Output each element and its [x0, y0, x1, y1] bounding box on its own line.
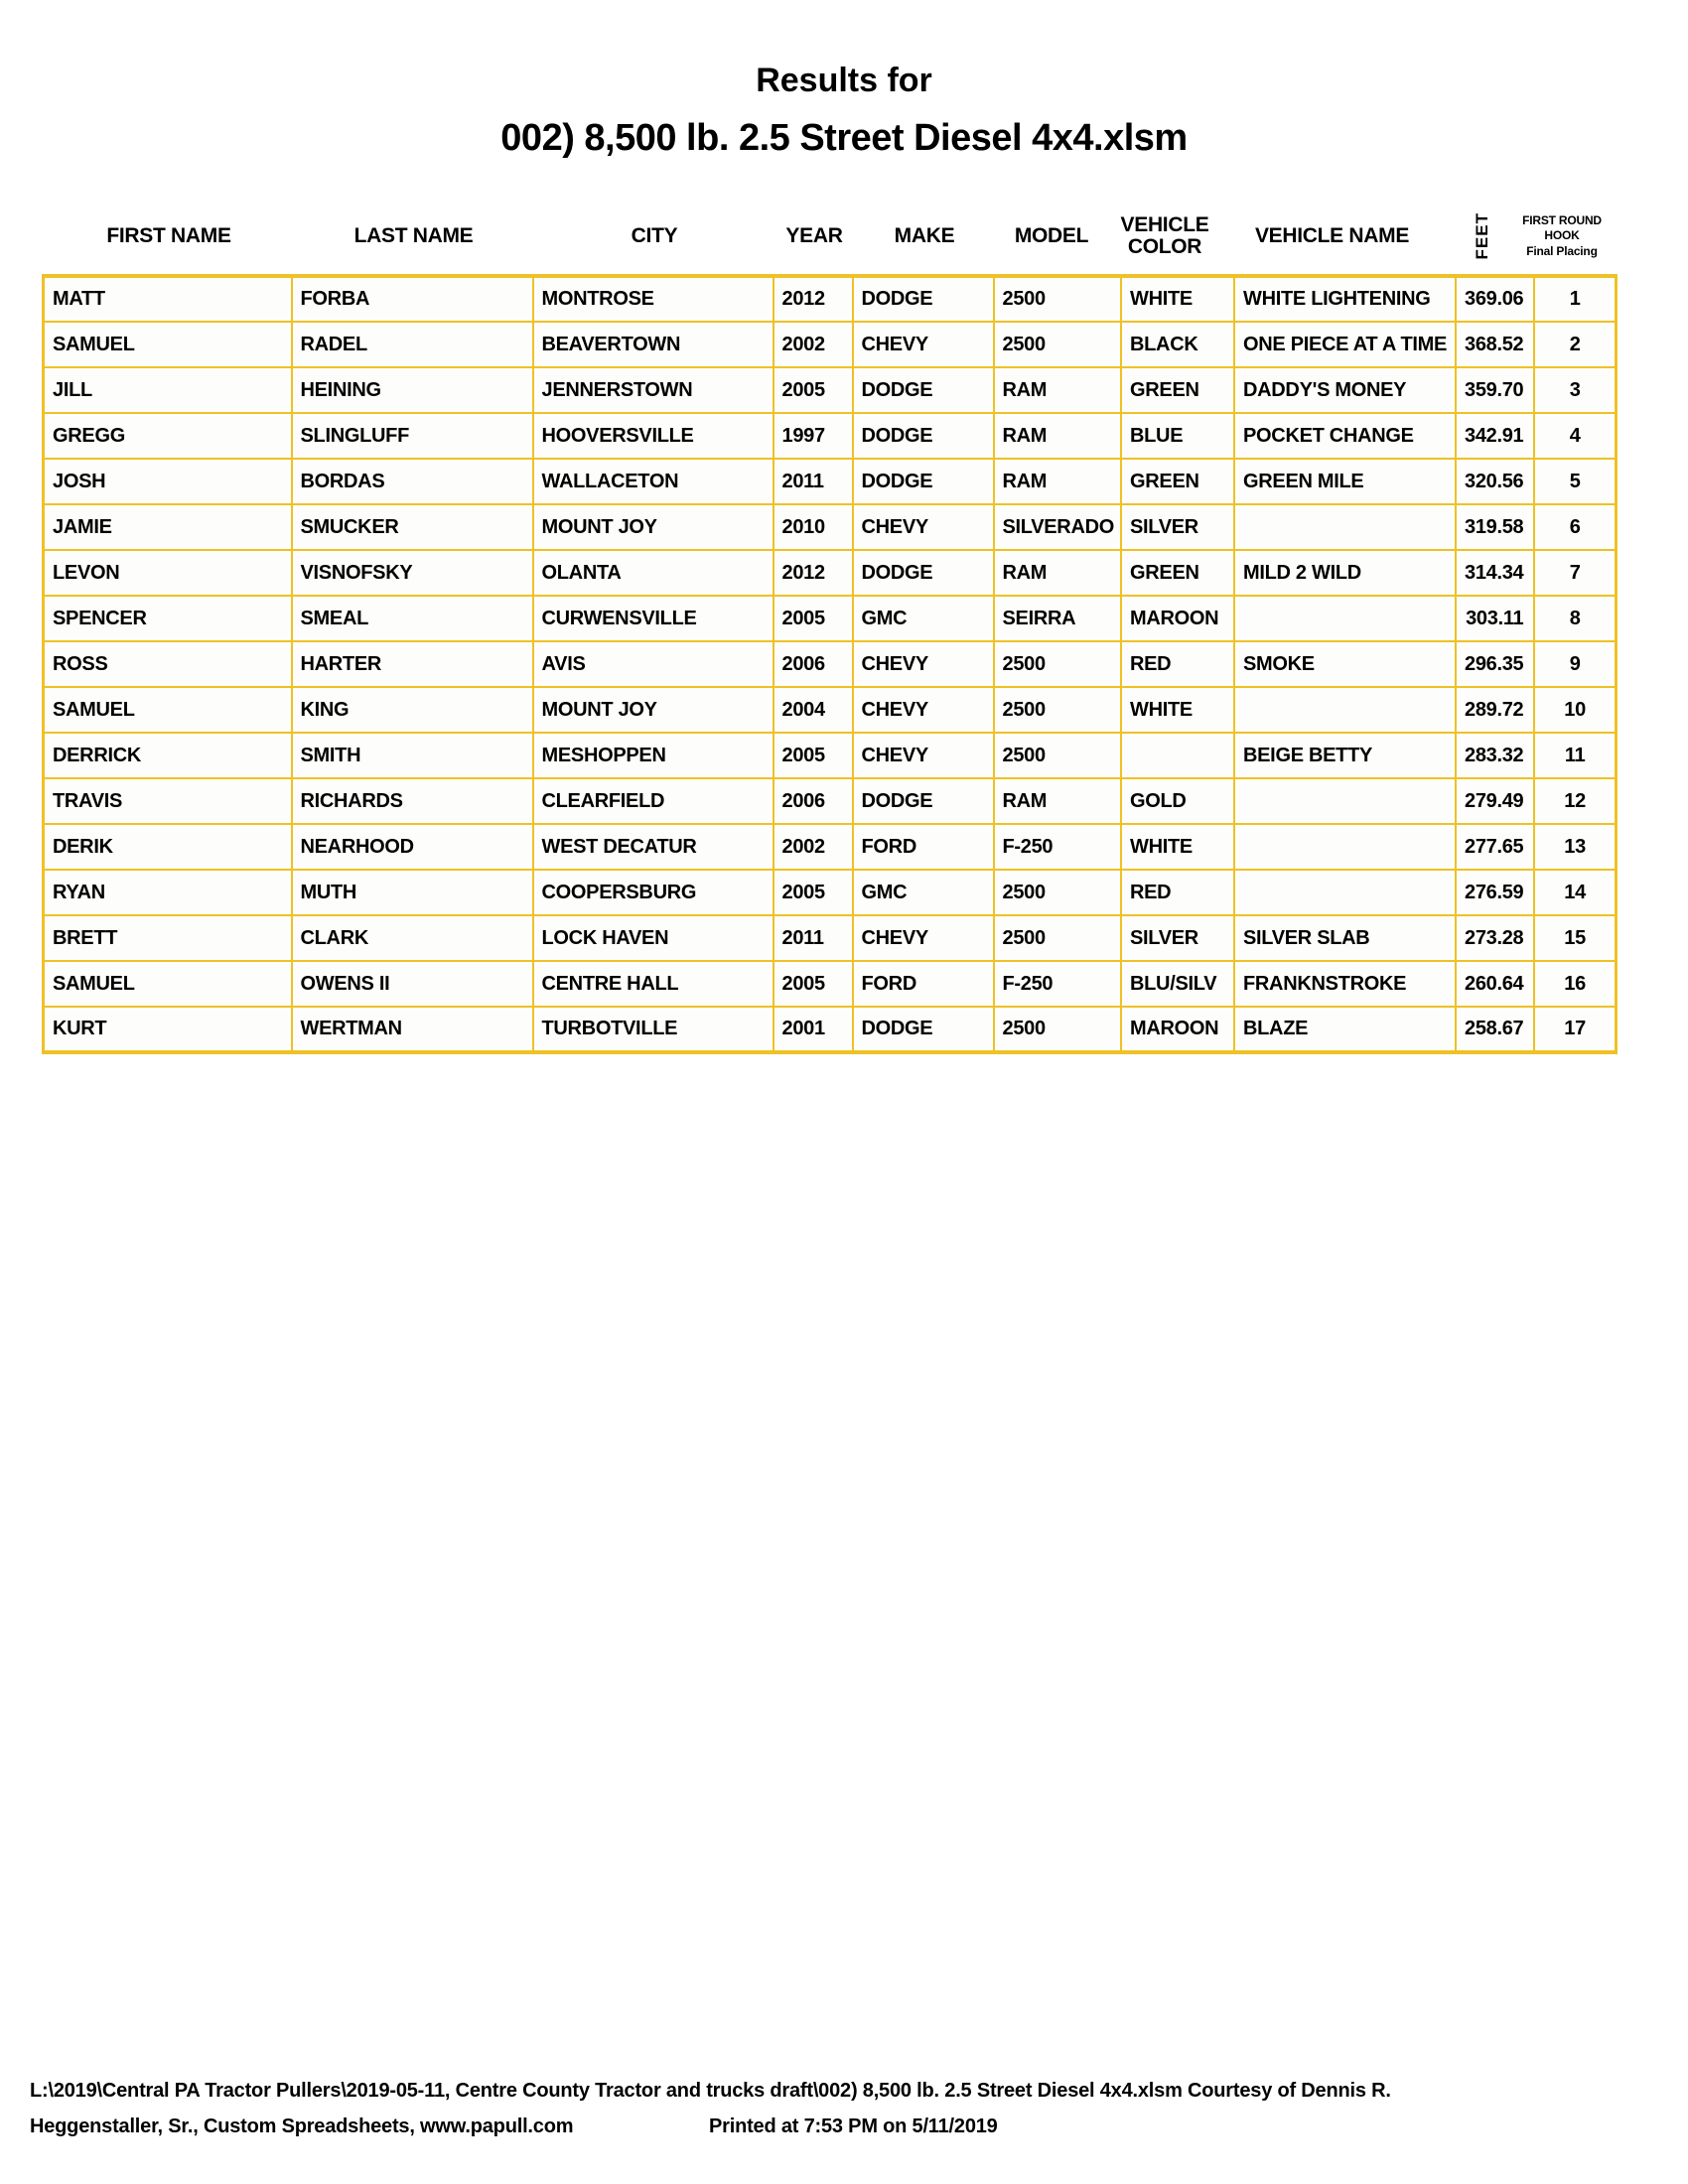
- table-header-row: [45, 199, 1603, 274]
- cell-year: 2012: [774, 276, 853, 322]
- cell-year: 2006: [774, 641, 853, 687]
- cell-vehicle-color: WHITE: [1121, 276, 1234, 322]
- table-row: [44, 413, 1617, 459]
- column-header-first-round-hook: [1521, 213, 1603, 260]
- cell-last-name: SMITH: [292, 733, 533, 778]
- cell-vehicle-name: [1234, 870, 1456, 915]
- cell-city: BEAVERTOWN: [533, 322, 774, 367]
- cell-vehicle-color: GREEN: [1121, 367, 1234, 413]
- cell-feet: 368.52: [1456, 322, 1534, 367]
- cell-vehicle-name: SILVER SLAB: [1234, 915, 1456, 961]
- table-row: [44, 276, 1617, 322]
- table-row: [44, 367, 1617, 413]
- cell-last-name: KING: [292, 687, 533, 733]
- hook-header-line3: Final Placing: [1526, 243, 1598, 258]
- table-row: [44, 596, 1617, 641]
- cell-vehicle-color: MAROON: [1121, 596, 1234, 641]
- cell-vehicle-name: WHITE LIGHTENING: [1234, 276, 1456, 322]
- cell-make: DODGE: [853, 413, 994, 459]
- cell-final-placing: 11: [1534, 733, 1616, 778]
- cell-make: DODGE: [853, 778, 994, 824]
- cell-last-name: RICHARDS: [292, 778, 533, 824]
- cell-vehicle-color: GREEN: [1121, 459, 1234, 504]
- cell-make: CHEVY: [853, 915, 994, 961]
- cell-model: 2500: [994, 687, 1122, 733]
- cell-city: CLEARFIELD: [533, 778, 774, 824]
- cell-city: WEST DECATUR: [533, 824, 774, 870]
- cell-vehicle-name: POCKET CHANGE: [1234, 413, 1456, 459]
- cell-feet: 342.91: [1456, 413, 1534, 459]
- cell-year: 1997: [774, 413, 853, 459]
- cell-year: 2012: [774, 550, 853, 596]
- cell-make: DODGE: [853, 367, 994, 413]
- cell-vehicle-color: WHITE: [1121, 687, 1234, 733]
- cell-last-name: RADEL: [292, 322, 533, 367]
- cell-first-name: BRETT: [44, 915, 292, 961]
- cell-make: DODGE: [853, 459, 994, 504]
- cell-feet: 369.06: [1456, 276, 1534, 322]
- table-row: [44, 322, 1617, 367]
- cell-make: CHEVY: [853, 687, 994, 733]
- cell-last-name: BORDAS: [292, 459, 533, 504]
- footer-credit: Heggenstaller, Sr., Custom Spreadsheets, www.papull.com: [30, 2116, 574, 2137]
- cell-first-name: TRAVIS: [44, 778, 292, 824]
- cell-final-placing: 2: [1534, 322, 1616, 367]
- cell-last-name: CLARK: [292, 915, 533, 961]
- cell-feet: 296.35: [1456, 641, 1534, 687]
- cell-feet: 289.72: [1456, 687, 1534, 733]
- cell-vehicle-name: SMOKE: [1234, 641, 1456, 687]
- cell-final-placing: 4: [1534, 413, 1616, 459]
- cell-make: GMC: [853, 596, 994, 641]
- results-table: [42, 274, 1618, 1054]
- table-row: [44, 459, 1617, 504]
- cell-final-placing: 7: [1534, 550, 1616, 596]
- cell-make: FORD: [853, 824, 994, 870]
- cell-vehicle-name: GREEN MILE: [1234, 459, 1456, 504]
- cell-city: OLANTA: [533, 550, 774, 596]
- cell-city: TURBOTVILLE: [533, 1007, 774, 1052]
- cell-city: MONTROSE: [533, 276, 774, 322]
- cell-city: HOOVERSVILLE: [533, 413, 774, 459]
- cell-city: JENNERSTOWN: [533, 367, 774, 413]
- table-row: [44, 778, 1617, 824]
- cell-year: 2006: [774, 778, 853, 824]
- cell-last-name: HARTER: [292, 641, 533, 687]
- cell-city: WALLACETON: [533, 459, 774, 504]
- table-row: [44, 733, 1617, 778]
- cell-model: 2500: [994, 641, 1122, 687]
- cell-final-placing: 17: [1534, 1007, 1616, 1052]
- cell-make: DODGE: [853, 276, 994, 322]
- cell-final-placing: 3: [1534, 367, 1616, 413]
- cell-model: RAM: [994, 367, 1122, 413]
- cell-feet: 283.32: [1456, 733, 1534, 778]
- cell-vehicle-name: BLAZE: [1234, 1007, 1456, 1052]
- cell-first-name: KURT: [44, 1007, 292, 1052]
- cell-model: 2500: [994, 870, 1122, 915]
- cell-feet: 359.70: [1456, 367, 1534, 413]
- column-header-first-name: FIRST NAME: [106, 223, 231, 247]
- cell-city: AVIS: [533, 641, 774, 687]
- cell-feet: 320.56: [1456, 459, 1534, 504]
- column-header-feet: [1443, 212, 1521, 259]
- cell-model: 2500: [994, 322, 1122, 367]
- cell-model: 2500: [994, 1007, 1122, 1052]
- cell-vehicle-name: DADDY'S MONEY: [1234, 367, 1456, 413]
- cell-vehicle-color: BLACK: [1121, 322, 1234, 367]
- cell-vehicle-name: [1234, 504, 1456, 550]
- cell-vehicle-name: BEIGE BETTY: [1234, 733, 1456, 778]
- cell-model: 2500: [994, 276, 1122, 322]
- cell-feet: 258.67: [1456, 1007, 1534, 1052]
- cell-model: RAM: [994, 778, 1122, 824]
- cell-city: LOCK HAVEN: [533, 915, 774, 961]
- cell-vehicle-name: [1234, 687, 1456, 733]
- table-row: [44, 915, 1617, 961]
- table-row: [44, 870, 1617, 915]
- cell-final-placing: 8: [1534, 596, 1616, 641]
- hook-header-line1: FIRST ROUND: [1522, 212, 1602, 227]
- cell-model: F-250: [994, 824, 1122, 870]
- cell-vehicle-color: BLUE: [1121, 413, 1234, 459]
- cell-model: SEIRRA: [994, 596, 1122, 641]
- cell-first-name: SAMUEL: [44, 961, 292, 1007]
- cell-last-name: OWENS II: [292, 961, 533, 1007]
- cell-city: CURWENSVILLE: [533, 596, 774, 641]
- cell-city: CENTRE HALL: [533, 961, 774, 1007]
- cell-vehicle-color: [1121, 733, 1234, 778]
- cell-feet: 260.64: [1456, 961, 1534, 1007]
- cell-final-placing: 12: [1534, 778, 1616, 824]
- cell-vehicle-color: SILVER: [1121, 915, 1234, 961]
- cell-feet: 277.65: [1456, 824, 1534, 870]
- cell-last-name: VISNOFSKY: [292, 550, 533, 596]
- cell-model: F-250: [994, 961, 1122, 1007]
- cell-make: CHEVY: [853, 733, 994, 778]
- footer-file-path: L:\2019\Central PA Tractor Pullers\2019-05-11, Centre County Tractor and trucks draft\002) 8,500 lb. 2.5 Street Diesel 4x4.xlsm Courtesy of Dennis R.: [30, 2080, 1391, 2102]
- cell-first-name: JAMIE: [44, 504, 292, 550]
- cell-year: 2004: [774, 687, 853, 733]
- footer-printed-timestamp: Printed at 7:53 PM on 5/11/2019: [709, 2116, 998, 2137]
- table-row: [44, 504, 1617, 550]
- cell-model: 2500: [994, 915, 1122, 961]
- cell-year: 2011: [774, 915, 853, 961]
- cell-final-placing: 5: [1534, 459, 1616, 504]
- cell-vehicle-name: FRANKNSTROKE: [1234, 961, 1456, 1007]
- cell-vehicle-name: [1234, 778, 1456, 824]
- cell-year: 2002: [774, 322, 853, 367]
- cell-year: 2005: [774, 367, 853, 413]
- cell-last-name: NEARHOOD: [292, 824, 533, 870]
- cell-vehicle-color: GOLD: [1121, 778, 1234, 824]
- cell-city: MOUNT JOY: [533, 504, 774, 550]
- cell-vehicle-color: WHITE: [1121, 824, 1234, 870]
- table-row: [44, 1007, 1617, 1052]
- table-row: [44, 824, 1617, 870]
- cell-vehicle-color: SILVER: [1121, 504, 1234, 550]
- column-header-city: CITY: [631, 223, 678, 247]
- cell-first-name: RYAN: [44, 870, 292, 915]
- cell-last-name: SMEAL: [292, 596, 533, 641]
- cell-final-placing: 15: [1534, 915, 1616, 961]
- cell-first-name: JOSH: [44, 459, 292, 504]
- cell-last-name: WERTMAN: [292, 1007, 533, 1052]
- cell-feet: 314.34: [1456, 550, 1534, 596]
- table-row: [44, 961, 1617, 1007]
- cell-model: SILVERADO: [994, 504, 1122, 550]
- cell-vehicle-name: ONE PIECE AT A TIME: [1234, 322, 1456, 367]
- cell-year: 2010: [774, 504, 853, 550]
- table-row: [44, 641, 1617, 687]
- cell-final-placing: 13: [1534, 824, 1616, 870]
- cell-last-name: FORBA: [292, 276, 533, 322]
- cell-year: 2005: [774, 961, 853, 1007]
- cell-make: DODGE: [853, 1007, 994, 1052]
- cell-city: MESHOPPEN: [533, 733, 774, 778]
- cell-first-name: MATT: [44, 276, 292, 322]
- cell-year: 2005: [774, 733, 853, 778]
- cell-first-name: JILL: [44, 367, 292, 413]
- table-row: [44, 687, 1617, 733]
- cell-final-placing: 9: [1534, 641, 1616, 687]
- cell-year: 2005: [774, 870, 853, 915]
- cell-first-name: SPENCER: [44, 596, 292, 641]
- cell-last-name: MUTH: [292, 870, 533, 915]
- cell-make: DODGE: [853, 550, 994, 596]
- table-row: [44, 550, 1617, 596]
- column-header-vehicle-color: VEHICLE COLOR: [1120, 212, 1209, 258]
- cell-model: RAM: [994, 550, 1122, 596]
- column-header-last-name: LAST NAME: [353, 223, 474, 247]
- page-title-line1: Results for: [756, 62, 932, 99]
- cell-vehicle-color: RED: [1121, 870, 1234, 915]
- cell-final-placing: 1: [1534, 276, 1616, 322]
- cell-last-name: SLINGLUFF: [292, 413, 533, 459]
- cell-vehicle-color: RED: [1121, 641, 1234, 687]
- cell-make: GMC: [853, 870, 994, 915]
- cell-feet: 303.11: [1456, 596, 1534, 641]
- footer-line2: [30, 2109, 1658, 2144]
- cell-final-placing: 14: [1534, 870, 1616, 915]
- cell-final-placing: 10: [1534, 687, 1616, 733]
- cell-vehicle-color: MAROON: [1121, 1007, 1234, 1052]
- cell-vehicle-color: BLU/SILV: [1121, 961, 1234, 1007]
- hook-header-line2: HOOK: [1544, 228, 1580, 243]
- page-title-line2: 002) 8,500 lb. 2.5 Street Diesel 4x4.xlsm: [500, 117, 1188, 159]
- cell-city: MOUNT JOY: [533, 687, 774, 733]
- cell-make: CHEVY: [853, 504, 994, 550]
- column-header-vehicle-name: VEHICLE NAME: [1254, 223, 1410, 247]
- cell-year: 2002: [774, 824, 853, 870]
- cell-final-placing: 6: [1534, 504, 1616, 550]
- cell-make: FORD: [853, 961, 994, 1007]
- cell-make: CHEVY: [853, 322, 994, 367]
- cell-first-name: ROSS: [44, 641, 292, 687]
- cell-first-name: SAMUEL: [44, 322, 292, 367]
- cell-first-name: LEVON: [44, 550, 292, 596]
- page-footer: [30, 2073, 1658, 2144]
- cell-vehicle-color: GREEN: [1121, 550, 1234, 596]
- column-header-model: MODEL: [1014, 223, 1089, 247]
- cell-first-name: GREGG: [44, 413, 292, 459]
- cell-feet: 319.58: [1456, 504, 1534, 550]
- cell-model: RAM: [994, 413, 1122, 459]
- cell-vehicle-name: [1234, 824, 1456, 870]
- cell-year: 2005: [774, 596, 853, 641]
- cell-make: CHEVY: [853, 641, 994, 687]
- feet-rotated-label: FEET: [1472, 212, 1491, 260]
- cell-last-name: SMUCKER: [292, 504, 533, 550]
- cell-vehicle-name: MILD 2 WILD: [1234, 550, 1456, 596]
- column-header-year: YEAR: [785, 223, 843, 247]
- cell-last-name: HEINING: [292, 367, 533, 413]
- cell-year: 2001: [774, 1007, 853, 1052]
- cell-first-name: DERIK: [44, 824, 292, 870]
- cell-model: 2500: [994, 733, 1122, 778]
- cell-feet: 279.49: [1456, 778, 1534, 824]
- cell-model: RAM: [994, 459, 1122, 504]
- cell-first-name: DERRICK: [44, 733, 292, 778]
- cell-vehicle-name: [1234, 596, 1456, 641]
- cell-year: 2011: [774, 459, 853, 504]
- cell-city: COOPERSBURG: [533, 870, 774, 915]
- cell-first-name: SAMUEL: [44, 687, 292, 733]
- cell-feet: 276.59: [1456, 870, 1534, 915]
- cell-final-placing: 16: [1534, 961, 1616, 1007]
- column-header-make: MAKE: [894, 223, 955, 247]
- results-table-body: [44, 276, 1617, 1052]
- cell-feet: 273.28: [1456, 915, 1534, 961]
